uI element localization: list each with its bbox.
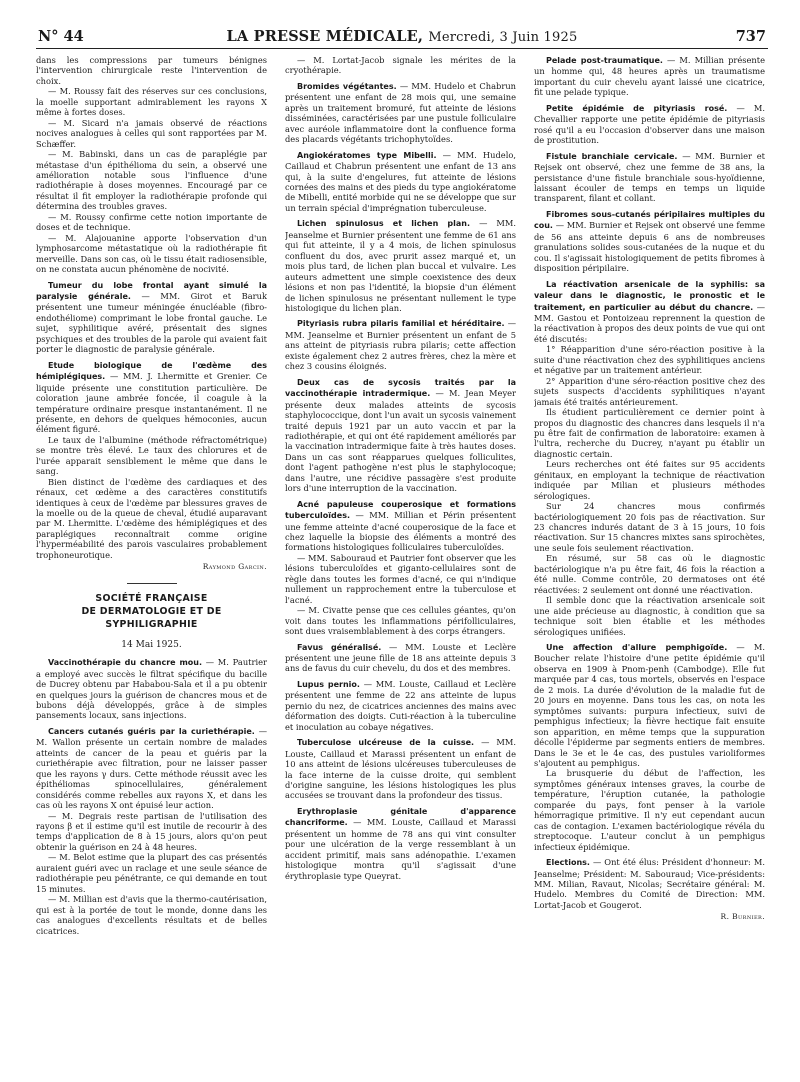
paragraph: dans les compressions par tumeurs bénignes l'intervention chirurgicale reste l'intervention de choix. <box>36 55 267 86</box>
page-header <box>36 28 768 46</box>
article-title: Favus généralisé. <box>297 642 382 652</box>
article-title: Une affection d'allure pemphigoïde. <box>546 643 728 653</box>
article-text: — MM. J. Lhermitte et Grenier. Ce liquide présente une constitution particulière. De coloration jaune ambrée foncée, il coagule à la température ordinaire presque instantanément. Il ne présente, en dehors de quelques hémoconies, aucun élément figuré. <box>36 371 267 435</box>
article-text: — M. Jean Meyer présente deux malades atteints de sycosis staphylococcique, dont l'un avait un sycosis vainement traité depuis 1921 par un auto vaccin et par la radiothérapie, et qui ont été rapidement améliorés par la vaccination intradermique faite à très hautes doses. Dans un cas sont réapparues quelques folliculites, dont l'agent pathogène n'est plus le staphylocoque; dans l'autre, une récidive passagère s'est produite lors d'une interruption de la vaccination. <box>285 388 516 494</box>
article <box>36 280 267 355</box>
article-text: — MM. Burnier et Rejsek ont observé une femme de 56 ans atteinte depuis 6 ans de nombreuses granulations solides sous-cutanées de la nuque et du cou. Il s'agissait histologiquement de petits fibromes à disposition péripilaire. <box>534 220 765 274</box>
article <box>285 806 516 881</box>
article <box>36 360 267 435</box>
journal-name: LA PRESSE MÉDICALE, <box>226 28 424 45</box>
article <box>534 279 765 345</box>
article-title: Cancers cutanés guéris par la curiethérapie. <box>48 726 255 736</box>
section-divider <box>127 583 177 584</box>
paragraph: — M. Roussy confirme cette notion importante de doses et de technique. <box>36 211 267 233</box>
article <box>534 151 765 204</box>
column-2 <box>285 55 516 1040</box>
paragraph: Ils étudient particulièrement ce dernier point à propos du diagnostic des chancres dans lesquels il n'a pu être fait de confirmation de laboratoire: examen à l'ultra, recherche du Ducrey, n'ayant pu établir un diagnostic certain. <box>534 407 765 459</box>
article-text: — MM. Jeanselme et Burnier présentent une femme de 61 ans qui fut atteinte, il y a 4 mois, de lichen spinulosus confluent du dos, avec prurit assez marqué et, un mois plus tard, de lichen plan buccal et vulvaire. Les auteurs admettent une simple coexistence des deux lésions et non pas l'identité, la biopsie d'un élément de lichen spinulosus ne présentant nullement le type histologique du lichen plan. <box>285 218 516 313</box>
article <box>285 218 516 313</box>
article-text: — MM. Jeanselme et Burnier présentent un enfant de 5 ans atteint de pityriasis rubra pilaris; cette affection existe également chez 2 autres frères, chez la mère et chez 3 cousins éloignés. <box>285 318 516 372</box>
society-name: SOCIÉTÉ FRANÇAISE <box>95 592 208 604</box>
paragraph: En résumé, sur 58 cas où le diagnostic bactériologique n'a pu être fait, 46 fois la réaction a été nulle. Comme contrôle, 20 dermatoses ont été réactivées: 2 seulement ont donné une réactivation. <box>534 553 765 595</box>
article-text: — MM. Louste, Caillaud et Leclère présentent une femme de 22 ans atteinte de lupus pernio du nez, de cicatrices anciennes des mains avec déformation des doigts. Cuti-réaction à la tuberculine et inoculation au cobaye négatives. <box>285 678 516 732</box>
paragraph: — M. Alajouanine apporte l'observation d'un lymphosarcome métastatique où la radiothérapie fit merveille. Dans son cas, où le tissu était radiosensible, on ne constata aucun phénomène de nocivité. <box>36 232 267 275</box>
article-title: Lichen spinulosus et lichen plan. <box>297 219 471 229</box>
article-text: — MM. Burnier et Rejsek ont observé, chez une femme de 38 ans, la persistance d'une fistule branchiale sous-hyoïdienne, laissant écouler de temps en temps un liquide transparent, filant et collant. <box>534 150 765 204</box>
page-number: 737 <box>735 28 766 45</box>
article-text: — Ont été élus: Président d'honneur: M. Jeanselme; Président: M. Sabouraud; Vice-présidents: MM. Milian, Ravaut, Nicolas; Secrétaire général: M. Hudelo. Membres du Comité de Direction: MM. Lortat-Jacob et Gougerot. <box>534 857 765 910</box>
paragraph: — MM. Sabouraud et Pautrier font observer que les lésions tuberculoïdes et giganto-cellulaires sont de règle dans toutes les formes d'acné, ce qui n'indique nullement un rapprochement entre la tuberculose et l'acné. <box>285 552 516 605</box>
issue-date: Mercredi, 3 Juin 1925 <box>428 30 578 45</box>
article-text: — MM. Louste et Leclère présentent une jeune fille de 18 ans atteinte depuis 3 ans de favus du cuir chevelu, du dos et des membres. <box>285 641 516 674</box>
paragraph: — M. Millian est d'avis que la thermo-cautérisation, qui est à la portée de tout le monde, donne dans les cas analogues d'excellents résultats et de belles cicatrices. <box>36 894 267 936</box>
article <box>285 679 516 732</box>
article-text: — M. Chevallier rapporte une petite épidémie de pityriasis rosé qu'il a eu l'occasion d'observer dans une maison de prostitution. <box>534 102 765 146</box>
paragraph: Sur 24 chancres mous confirmés bactériologiquement 20 fois pas de réactivation. Sur 23 chancres indurés datant de 3 à 15 jours, 10 fois réactivation. Sur 15 chancres mixtes sans spirochètes, une seule fois seulement réactivation. <box>534 501 765 553</box>
paragraph: Il semble donc que la réactivation arsenicale soit une aide précieuse au diagnostic, à condition que sa technique soit bien établie et les méthodes sérologiques unifiées. <box>534 595 765 637</box>
article <box>534 857 765 910</box>
session-date: 14 Mai 1925. <box>121 639 182 650</box>
article-text: — M. Pautrier a employé avec succès le filtrat spécifique du bacille de Ducrey obtenu par Hababou-Sala et il a pu obtenir en quelques jours la guérison de chancres mous et de bubons déjà développés, grâce à de simples pansements locaux, sans injections. <box>36 657 267 721</box>
article <box>285 150 516 214</box>
article-title: Erythroplasie génitale d'apparence chancriforme. <box>285 806 516 828</box>
article-title: Fibromes sous-cutanés péripilaires multiples du cou. <box>534 209 765 231</box>
article-title: Angiokératomes type Mibelli. <box>297 150 437 160</box>
author-signature: R. Burnier. <box>720 912 765 922</box>
paragraph: 2° Apparition d'une séro-réaction positive chez des sujets suspects d'accidents syphilitiques n'ayant jamais été traités antérieurement. <box>534 375 765 407</box>
paragraph: — M. Belot estime que la plupart des cas présentés auraient guéri avec un raclage et une seule séance de radiothérapie peu pénétrante, ce qui demande en tout 15 minutes. <box>36 852 267 894</box>
article-text: — M. Wallon présente un certain nombre de malades atteints de cancer de la peau et guéris par la curiethérapie avec filtration, pour ne laisser passer que les rayons γ durs. Cette méthode réussit avec les épithéliomas spinocellulaires, généralement considérés comme rebelles aux rayons X, et dans les cas où les rayons X ont épuisé leur action. <box>36 725 267 811</box>
column-3 <box>534 55 765 1040</box>
article-title: La réactivation arsenicale de la syphilis: sa valeur dans le diagnostic, le pronostic et le traitement, en particulier au début du chancre. <box>534 279 765 312</box>
article-text: — MM. Hudelo, Caillaud et Chabrun présentent une enfant de 13 ans qui, à la suite d'engelures, fut atteinte de lésions cornées des mains et des pieds du type angiokératome de Mibelli, entité morbide qui ne se développe que sur un terrain spécial d'imprégnation tuberculeuse. <box>285 149 516 213</box>
article <box>285 737 516 801</box>
article <box>285 377 516 494</box>
article <box>534 103 765 146</box>
paragraph: — M. Roussy fait des réserves sur ces conclusions, la moelle supportant admirablement les rayons X même à fortes doses. <box>36 86 267 118</box>
article-text: — MM. Louste, Caillaud et Marassi présentent un enfant de 10 ans atteint de lésions ulcéreuses tuberculeuses de la face interne de la cuisse droite, qui semblent d'origine sanguine, les lésions histologiques les plus accusées se trouvant dans la profondeur des tissus. <box>285 737 516 801</box>
paragraph: — M. Degrais reste partisan de l'utilisation des rayons β et il estime qu'il est inutile de recourir à des temps d'application de 8 à 15 jours, alors qu'on peut obtenir la guérison en 24 à 48 heures. <box>36 810 267 852</box>
article-title: Elections. <box>546 858 590 868</box>
society-heading <box>36 592 267 631</box>
paragraph: Le taux de l'albumine (méthode réfractométrique) se montre très élevé. Le taux des chlorures et de l'urée apparait sensiblement le même que dans le sang. <box>36 434 267 477</box>
article-text: — MM. Louste, Caillaud et Marassi présentent un homme de 78 ans qui vint consulter pour une ulcération de la verge ressemblant à un accident primitif, mais sans adénopathie. L'examen histologique montra qu'il s'agissait d'une érythroplasie type Queyrat. <box>285 817 516 881</box>
article-text: — M. Millian présente un homme qui, 48 heures après un traumatisme important du cuir chevelu ayant laissé une cicatrice, fit une pelade typique. <box>534 55 765 98</box>
paragraph: Bien distinct de l'œdème des cardiaques et des rénaux, cet œdème a des caractères constitutifs identiques à ceux de l'œdème par blessures graves de la moelle ou de la queue de cheval, étudié auparavant par M. Lhermitte. L'œdème des hémiplégiques et des paraplégiques reconnaîtrait comme origine l'hyperméabilité des parois vasculaires probablement trophoneurotique. <box>36 476 267 560</box>
paragraph: — M. Civatte pense que ces cellules géantes, qu'on voit dans toutes les inflammations périfolliculaires, sont dues vraisemblablement à des corps étrangers. <box>285 605 516 637</box>
article <box>285 81 516 145</box>
article <box>285 318 516 371</box>
article <box>36 726 267 811</box>
article <box>534 55 765 98</box>
header-rule <box>36 48 768 49</box>
article-title: Etude biologique de l'œdème des hémiplégiques. <box>36 360 267 382</box>
article-title: Vaccinothérapie du chancre mou. <box>48 658 203 668</box>
article-title: Pityriasis rubra pilaris familial et héréditaire. <box>297 319 505 329</box>
paragraph: — M. Lortat-Jacob signale les mérites de la cryothérapie. <box>285 55 516 76</box>
paragraph: 1° Réapparition d'une séro-réaction positive à la suite d'une réactivation chez des syphilitiques anciens et négative par un traitement antérieur. <box>534 344 765 376</box>
journal-title <box>36 28 768 45</box>
paragraph: — M. Babinski, dans un cas de paraplégie par métastase d'un épithélioma du sein, a observé une amélioration notable sous l'influence d'une radiothérapie à doses moyennes. Encouragé par ce résultat il fit employer la radiothérapie profonde qui détermina des troubles graves. <box>36 149 267 212</box>
article-title: Fistule branchiale cervicale. <box>546 151 678 161</box>
article <box>285 499 516 553</box>
article-text: — MM. Girot et Baruk présentent une tumeur méningée énucléable (fibro-endothéliome) comprimant le lobe frontal gauche. Le sujet, syphilitique avéré, présentait des signes psychiques et des troubles de la parole qui avaient fait porter le diagnostic de paralysie générale. <box>36 290 267 355</box>
author-signature: Raymond Garcin. <box>202 562 267 572</box>
article-title: Petite épidémie de pityriasis rosé. <box>546 103 728 113</box>
article-text: — MM. Hudelo et Chabrun présentent une enfant de 28 mois qui, une semaine après un traitement bromuré, fut atteinte de lésions disséminées, caractérisées par une pustule folliculaire avec auréole inflammatoire dont la confluence forma des placards végétants trichophytoïdes. <box>285 80 516 145</box>
column-1 <box>36 55 267 1040</box>
article-title: Lupus pernio. <box>297 679 360 689</box>
article <box>36 657 267 721</box>
article-text: — M. Boucher relate l'histoire d'une petite épidémie qu'il observa en 1909 à Pnom-penh (Cambodge). Elle fut marquée par 4 cas, tous mortels, observés en l'espace de 2 mois. La durée d'évolution de la maladie fut de 20 jours en moyenne. Dans tous les cas, on nota les symptômes suivants: purpura infectieux, suivi de pemphigus infectieux; la fièvre hectique fait ensuite son apparition, en même temps que la suppuration décolle l'épiderme par segments entiers de membres. Dans le 3e et le 4e cas, des pustules varioliformes s'ajoutent au pemphigus. <box>534 642 765 768</box>
society-subtitle: DE DERMATOLOGIE ET DE SYPHILIGRAPHIE <box>81 605 222 630</box>
article <box>534 642 765 768</box>
article-title: Tumeur du lobe frontal ayant simulé la paralysie générale. <box>36 280 267 301</box>
article-text: — MM. Gastou et Pontoizeau reprennent la question de la réactivation à propos des deux points de vue qui ont été discutés: <box>534 301 765 344</box>
article <box>285 642 516 674</box>
article-title: Deux cas de sycosis traités par la vaccinothérapie intradermique. <box>285 377 516 399</box>
article-title: Tuberculose ulcéreuse de la cuisse. <box>297 738 475 748</box>
article-title: Bromides végétantes. <box>297 81 397 91</box>
article-title: Acné papuleuse couperosique et formations tuberculoïdes. <box>285 499 516 521</box>
paragraph: Leurs recherches ont été faites sur 95 accidents génitaux, en employant la technique de réactivation indiquée par Milian et plusieurs méthodes sérologiques. <box>534 459 765 501</box>
article-text: — MM. Millian et Périn présentent une femme atteinte d'acné couperosique de la face et chez laquelle la biopsie des éléments a montré des formations histologiques folliculaires tuberculoïdes. <box>285 510 516 553</box>
article-title: Pelade post-traumatique. <box>546 56 663 65</box>
paragraph: — M. Sicard n'a jamais observé de réactions nocives analogues à celles qui sont rapportées par M. Schæffer. <box>36 117 267 149</box>
paragraph: La brusquerie du début de l'affection, les symptômes généraux intenses graves, la courbe de température, l'éruption cutanée, la pathologie comparée du pays, font penser à la variole hémorragique primitive. Il n'y eut cependant aucun cas de contagion. L'examen bactériologique révéla du streptocoque. L'auteur conclut à un pemphigus infectieux épidémique. <box>534 768 765 852</box>
issue-number: N° 44 <box>38 28 84 45</box>
article <box>534 209 765 274</box>
